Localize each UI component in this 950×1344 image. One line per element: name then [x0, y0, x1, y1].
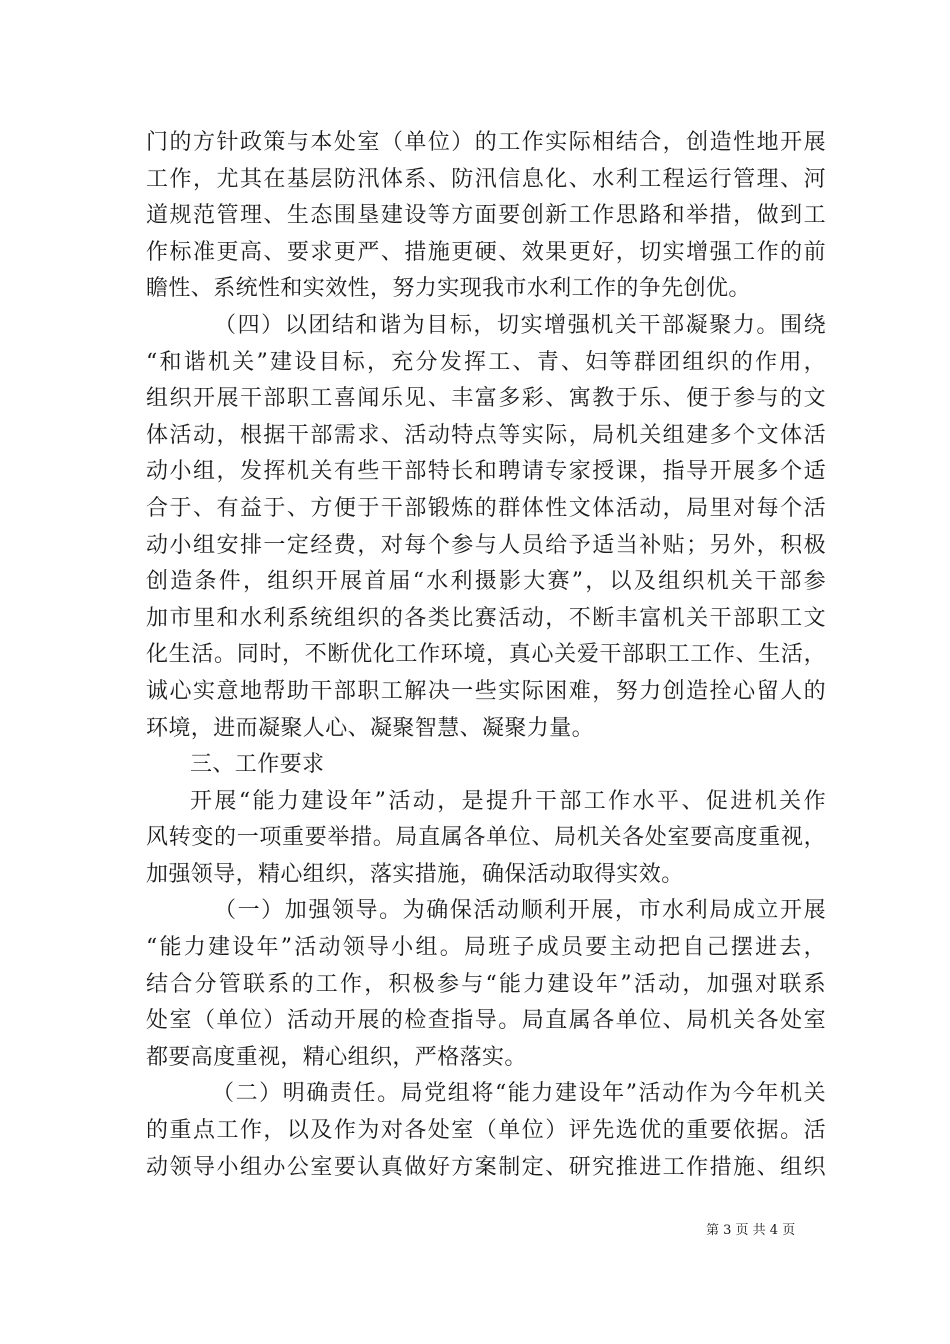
text-line: 诚心实意地帮助干部职工解决一些实际困难，努力创造拴心留人的: [146, 678, 826, 704]
text-line: 动领导小组办公室要认真做好方案制定、研究推进工作措施、组织: [146, 1154, 826, 1180]
text-line: 都要高度重视，精心组织，严格落实。: [146, 1044, 527, 1070]
text-line: 道规范管理、生态围垦建设等方面要创新工作思路和举措，做到工: [146, 203, 826, 229]
text-line: 创造条件，组织开展首届“水利摄影大赛”，以及组织机关干部参: [146, 569, 826, 595]
text-line: “和谐机关”建设目标，充分发挥工、青、妇等群团组织的作用，: [146, 349, 826, 375]
text-line: 作标准更高、要求更严、措施更硬、效果更好，切实增强工作的前: [146, 239, 826, 265]
text-line: 工作，尤其在基层防汛体系、防汛信息化、水利工程运行管理、河: [146, 166, 826, 192]
text-line: 动小组，发挥机关有些干部特长和聘请专家授课，指导开展多个适: [146, 459, 826, 485]
text-line: 瞻性、系统性和实效性，努力实现我市水利工作的争先创优。: [146, 276, 751, 302]
page-number: 第 3 页 共 4 页: [706, 1223, 796, 1238]
text-line: （一）加强领导。为确保活动顺利开展，市水利局成立开展: [214, 898, 826, 924]
text-line: （四）以团结和谐为目标，切实增强机关干部凝聚力。围绕: [214, 312, 826, 338]
text-line: 体活动，根据干部需求、活动特点等实际，局机关组建多个文体活: [146, 422, 826, 448]
text-line: 的重点工作，以及作为对各处室（单位）评先选优的重要依据。活: [146, 1118, 826, 1144]
document-body: [146, 125, 826, 1186]
text-line: （二）明确责任。局党组将“能力建设年”活动作为今年机关: [212, 1081, 826, 1107]
text-line: 门的方针政策与本处室（单位）的工作实际相结合，创造性地开展: [146, 130, 826, 155]
text-line: 加市里和水利系统组织的各类比赛活动，不断丰富机关干部职工文: [146, 605, 826, 631]
text-line: 处室（单位）活动开展的检查指导。局直属各单位、局机关各处室: [146, 1008, 826, 1034]
text-line: 结合分管联系的工作，积极参与“能力建设年”活动，加强对联系: [146, 971, 826, 997]
text-line: 开展“能力建设年”活动，是提升干部工作水平、促进机关作: [190, 788, 826, 814]
text-line: 环境，进而凝聚人心、凝聚智慧、凝聚力量。: [146, 715, 595, 741]
text-line: 风转变的一项重要举措。局直属各单位、局机关各处室要高度重视，: [146, 825, 826, 851]
text-line: 组织开展干部职工喜闻乐见、丰富多彩、寓教于乐、便于参与的文: [146, 386, 826, 412]
text-line: 化生活。同时，不断优化工作环境，真心关爱干部职工工作、生活，: [146, 642, 826, 668]
section-heading: 三、工作要求: [190, 752, 325, 778]
text-line: 动小组安排一定经费，对每个参与人员给予适当补贴；另外，积极: [146, 532, 826, 558]
text-line: “能力建设年”活动领导小组。局班子成员要主动把自己摆进去，: [146, 935, 826, 961]
text-line: 合于、有益于、方便于干部锻炼的群体性文体活动，局里对每个活: [146, 495, 826, 521]
text-line: 加强领导，精心组织，落实措施，确保活动取得实效。: [146, 861, 684, 887]
